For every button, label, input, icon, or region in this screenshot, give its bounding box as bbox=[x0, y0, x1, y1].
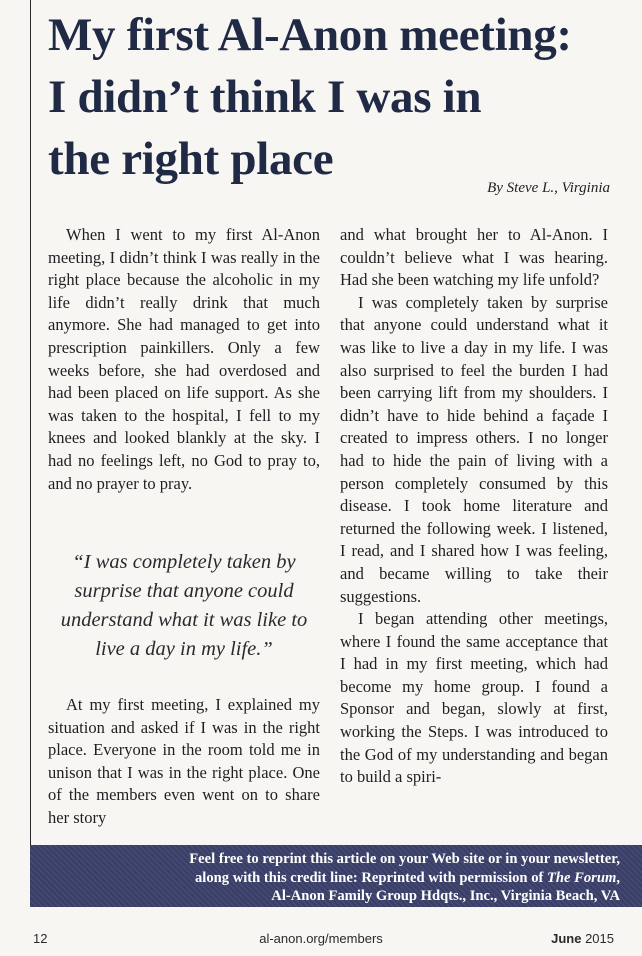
page-number: 12 bbox=[33, 931, 48, 946]
column-left-bottom bbox=[48, 694, 320, 830]
title-line-1: My first Al-Anon meeting: bbox=[48, 9, 572, 61]
title-line-2: I didn’t think I was in bbox=[48, 71, 482, 123]
column-right bbox=[340, 224, 608, 789]
footer-url: al-anon.org/members bbox=[259, 931, 383, 946]
paragraph: I was completely taken by surprise that anyone could understand what it was like to live a day in my life. I was also surprised to feel the burden I had been carrying lift from my shoulders. I didn’t have to hide behind a façade I created to impress others. I no longer had to hide the pain of living with a person completely consumed by this disease. I took home literature and returned the following week. I listened, I read, and I shared how I was feeling, and became willing to take their suggestions. bbox=[340, 292, 608, 606]
pull-quote: “I was completely taken by surprise that anyone could understand what it was like to live a day in my life.” bbox=[60, 551, 308, 660]
title-line-3: the right place bbox=[48, 133, 334, 185]
issue-month: June bbox=[551, 931, 582, 946]
publication-name: The Forum bbox=[547, 869, 617, 886]
issue-year: 2015 bbox=[585, 931, 614, 946]
left-margin-rule bbox=[30, 0, 31, 907]
banner-line-3: Al-Anon Family Group Hdqts., Inc., Virginia Beach, VA bbox=[271, 888, 620, 904]
paragraph: At my first meeting, I explained my situation and asked if I was in the right place. Everyone in the room told me in unison that I was in the right place. One of the members even went on to share her story bbox=[48, 695, 320, 827]
paragraph: When I went to my first Al-Anon meeting, I didn’t think I was really in the right place because the alcoholic in my life didn’t really drink that much anymore. She had managed to get into prescription painkillers. Only a few weeks before, she had overdosed and had been placed on life support. As she was taken to the hospital, I fell to my knees and looked blankly at the sky. I had no feelings left, no God to pray to, and no prayer to pray. bbox=[48, 225, 320, 493]
banner-line-2 bbox=[30, 869, 620, 888]
page-footer bbox=[0, 931, 642, 951]
reprint-banner bbox=[30, 845, 642, 907]
paragraph: and what brought her to Al-Anon. I couldn’t believe what I was hearing. Had she been watching my life unfold? bbox=[340, 225, 608, 290]
banner-text: , bbox=[616, 869, 620, 886]
issue-date bbox=[551, 931, 614, 946]
banner-text: along with this credit line: Reprinted with permission of bbox=[194, 869, 547, 886]
banner-line-1: Feel free to reprint this article on your Web site or in your newsletter, bbox=[189, 851, 620, 867]
column-left-top bbox=[48, 224, 320, 495]
paragraph: I began attending other meetings, where I found the same acceptance that I had in my first meeting, which had become my home group. I found a Sponsor and began, slowly at first, working the Steps. I was introduced to the God of my understanding and began to build a spiri- bbox=[340, 609, 608, 787]
byline: By Steve L., Virginia bbox=[487, 180, 610, 196]
article-title bbox=[48, 4, 628, 190]
